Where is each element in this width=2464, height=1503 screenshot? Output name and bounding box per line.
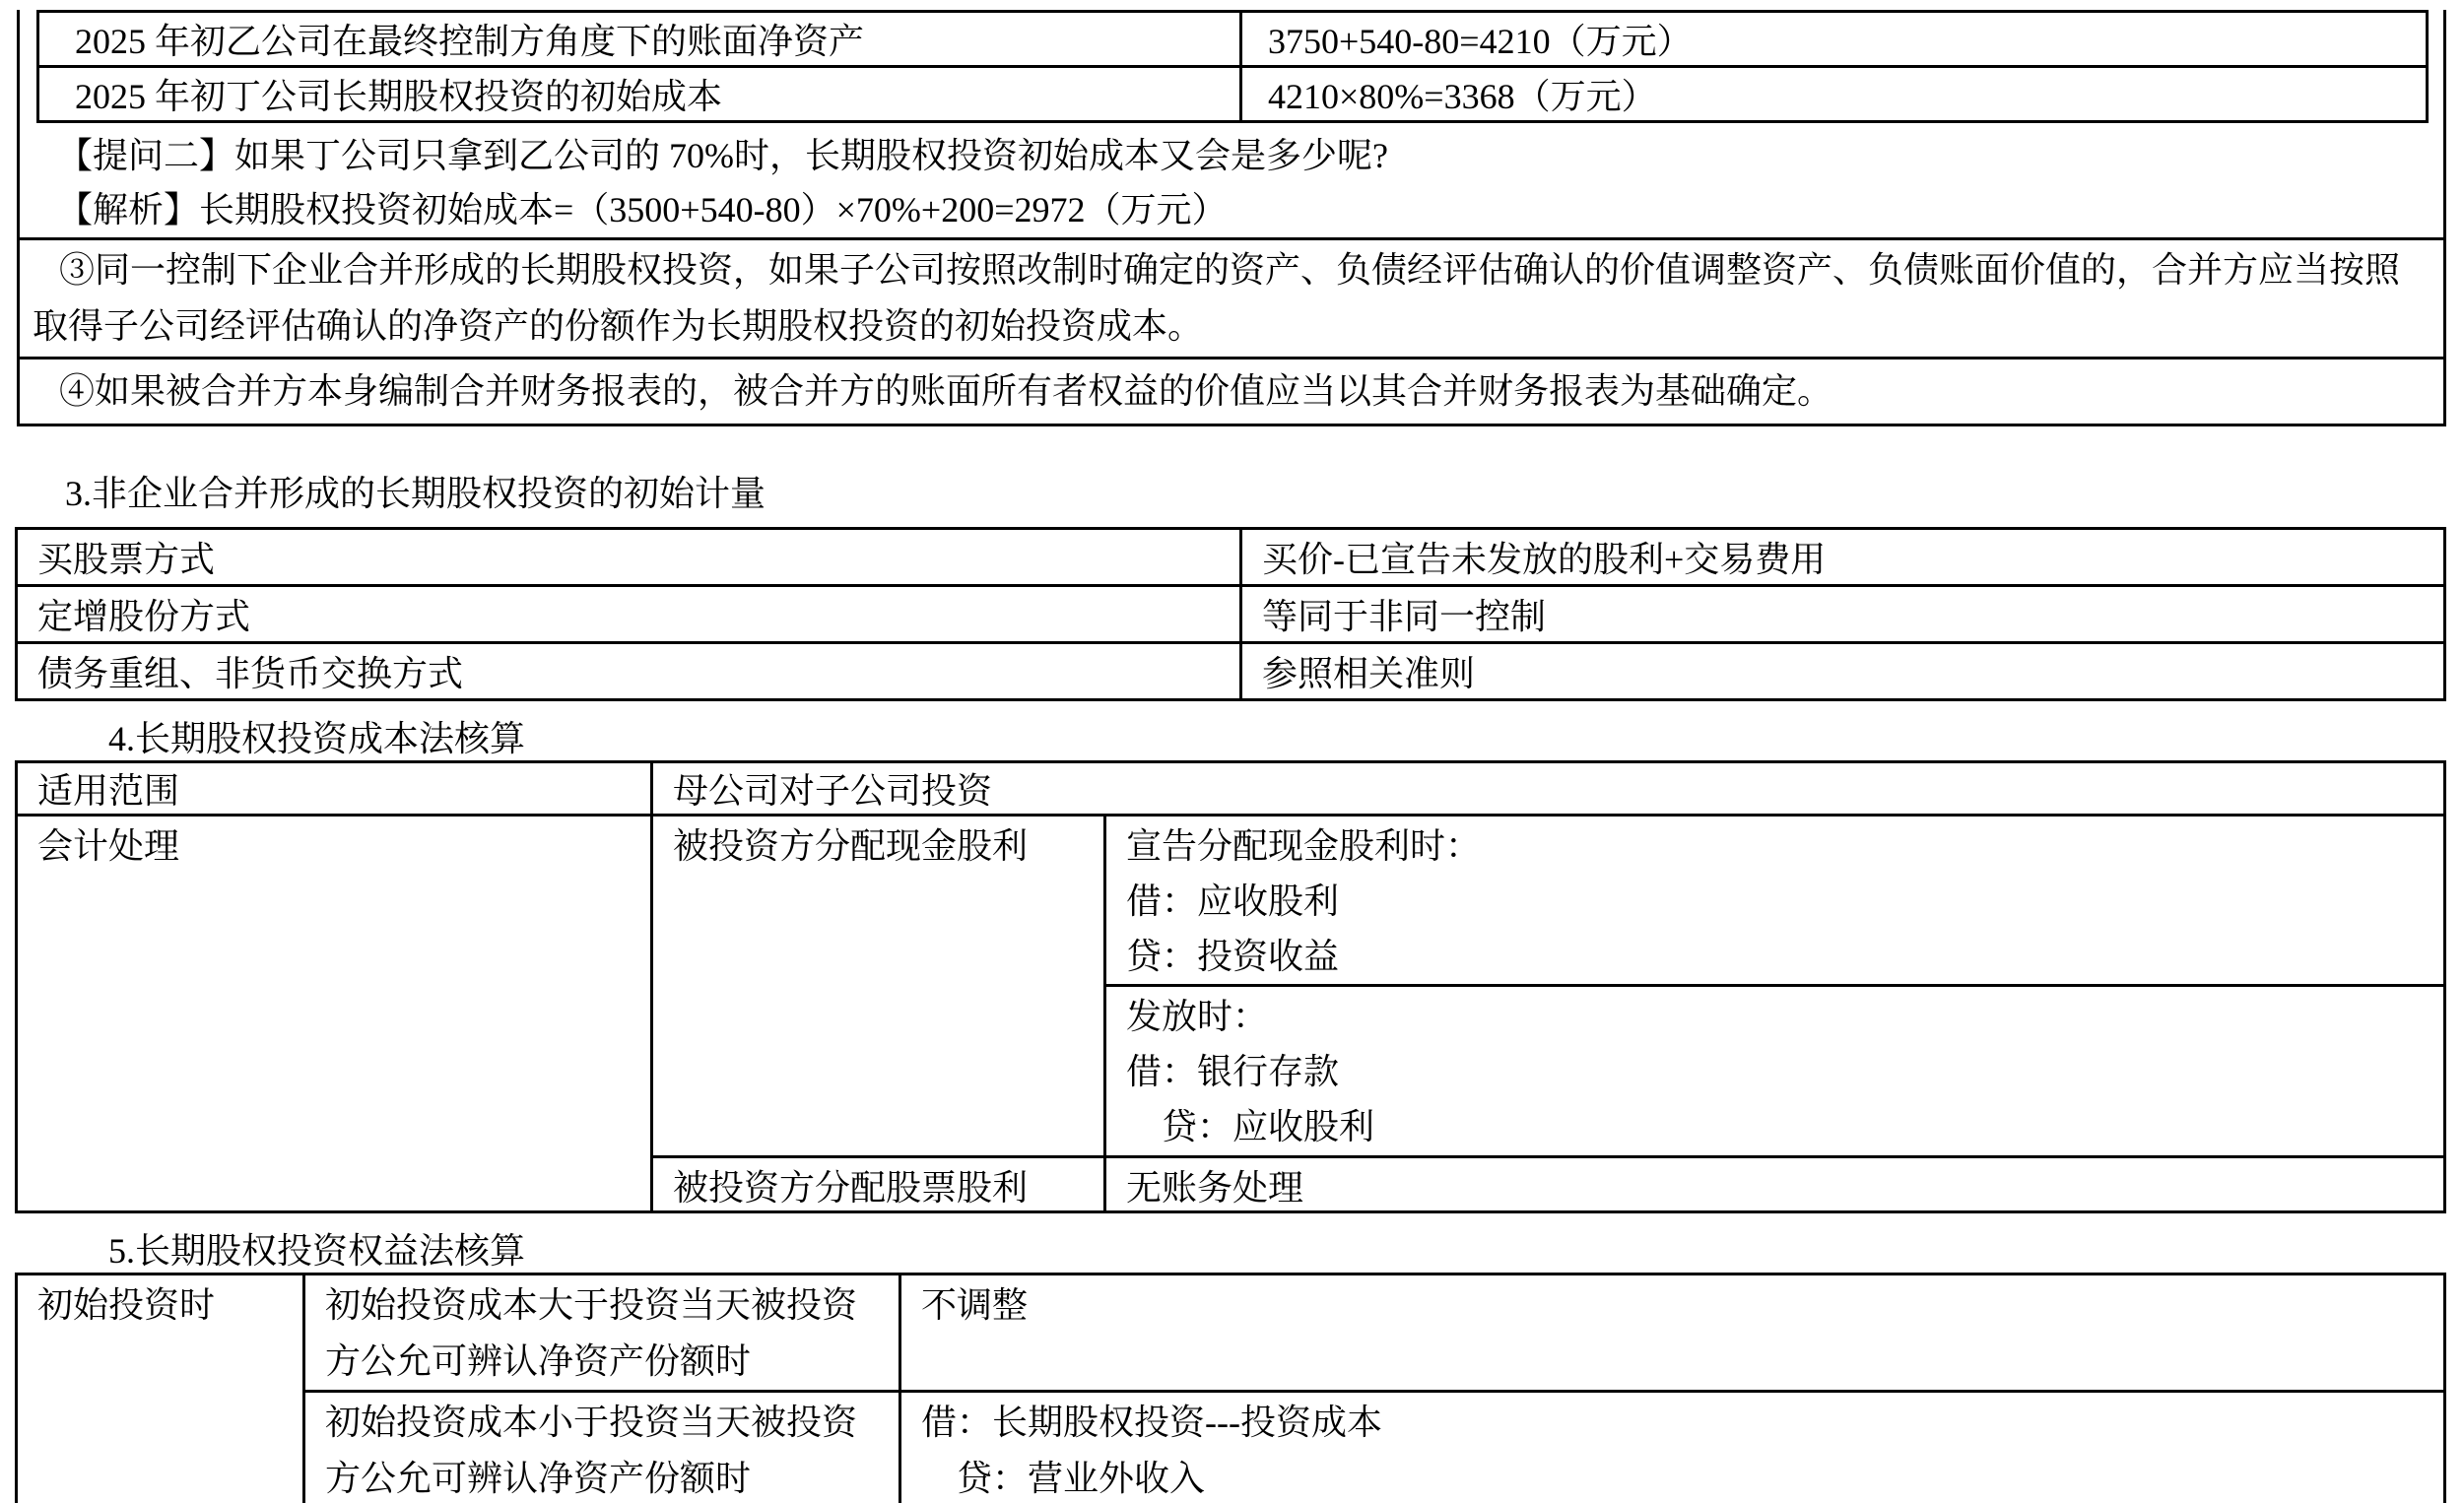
initial-time-label-cell (17, 1274, 304, 1503)
pay-entry-cell (1105, 986, 2445, 1157)
merger-notes-block (17, 10, 2446, 426)
condition-cell (304, 1274, 900, 1392)
accounting-label: 会计处理 (37, 826, 180, 866)
table-row (17, 1274, 2445, 1392)
accounting-label-cell (17, 816, 652, 1212)
scope-value-cell: 母公司对子公司投资 (652, 762, 2445, 816)
stock-dividend-value-cell: 无账务处理 (1105, 1157, 2445, 1212)
section-4-heading: 4.长期股权投资成本法核算 (108, 719, 526, 758)
cost-method-table (15, 760, 2446, 1213)
control-basis-calc-table (36, 10, 2429, 123)
condition-cell (304, 1392, 900, 1503)
condition-line: 方公允可辨认净资产份额时 (325, 1341, 752, 1381)
scope-label-cell: 适用范围 (17, 762, 652, 816)
table-row (17, 586, 2445, 643)
cash-dividend-label: 被投资方分配现金股利 (673, 826, 1029, 866)
calc-value-cell: 3750+540-80=4210（万元） (1241, 12, 2428, 67)
treatment-cell (900, 1274, 2445, 1392)
section-3-heading: 3.非企业合并形成的长期股权投资的初始计量 (65, 474, 766, 513)
calc-value-cell: 4210×80%=3368（万元） (1241, 67, 2428, 122)
equity-method-table (15, 1273, 2446, 1503)
table-row (17, 816, 2445, 986)
condition-line: 方公允可辨认净资产份额时 (325, 1459, 752, 1498)
stock-dividend-label-cell: 被投资方分配股票股利 (652, 1157, 1105, 1212)
calc-label-cell: 2025 年初乙公司在最终控制方角度下的账面净资产 (38, 12, 1241, 67)
table-row (38, 12, 2428, 67)
treatment-line: 贷：营业外收入 (921, 1459, 1206, 1498)
table-row (17, 1392, 2445, 1503)
entry-line: 借：应收股利 (1126, 882, 1340, 921)
cash-dividend-label-cell (652, 816, 1105, 1157)
method-cell: 买股票方式 (17, 529, 1241, 586)
analysis-paragraph: 【解析】长期股权投资初始成本=（3500+540-80）×70%+200=2972（万元） (57, 190, 1228, 229)
measurement-cell: 等同于非同一控制 (1241, 586, 2445, 643)
method-cell: 定增股份方式 (17, 586, 1241, 643)
question-2-paragraph: 【提问二】如果丁公司只拿到乙公司的 70%时，长期股权投资初始成本又会是多少呢? (57, 136, 1388, 175)
treatment-cell (900, 1392, 2445, 1503)
declare-entry-cell (1105, 816, 2445, 986)
treatment-line: 借：长期股权投资---投资成本 (921, 1403, 1382, 1442)
measurement-cell: 买价-已宣告未发放的股利+交易费用 (1241, 529, 2445, 586)
table-row (17, 643, 2445, 700)
calc-label-cell: 2025 年初丁公司长期股权投资的初始成本 (38, 67, 1241, 122)
non-merger-initial-measurement-table (15, 527, 2446, 701)
table-row (17, 762, 2445, 816)
entry-line: 宣告分配现金股利时： (1126, 826, 1482, 866)
method-cell: 债务重组、非货币交换方式 (17, 643, 1241, 700)
section-5-heading: 5.长期股权投资权益法核算 (108, 1231, 526, 1271)
note-4-paragraph: ④如果被合并方本身编制合并财务报表的，被合并方的账面所有者权益的价值应当以其合并财务报表为基础确定。 (20, 357, 2443, 424)
entry-line: 贷：应收股利 (1126, 1107, 1375, 1146)
entry-line: 贷：投资收益 (1126, 937, 1340, 976)
measurement-cell: 参照相关准则 (1241, 643, 2445, 700)
entry-line: 发放时： (1126, 997, 1269, 1036)
condition-line: 初始投资成本大于投资当天被投资 (325, 1285, 858, 1325)
table-row (38, 67, 2428, 122)
initial-time-label: 初始投资时 (37, 1285, 216, 1325)
note-3-paragraph: ③同一控制下企业合并形成的长期股权投资，如果子公司按照改制时确定的资产、负债经评估确认的价值调整资产、负债账面价值的，合并方应当按照取得子公司经评估确认的净资产的份额作为长期股权投资的初始投资成本。 (20, 237, 2443, 357)
condition-line: 初始投资成本小于投资当天被投资 (325, 1403, 858, 1442)
entry-line: 借：银行存款 (1126, 1052, 1340, 1091)
treatment-line: 不调整 (921, 1285, 1029, 1325)
table-row (17, 529, 2445, 586)
